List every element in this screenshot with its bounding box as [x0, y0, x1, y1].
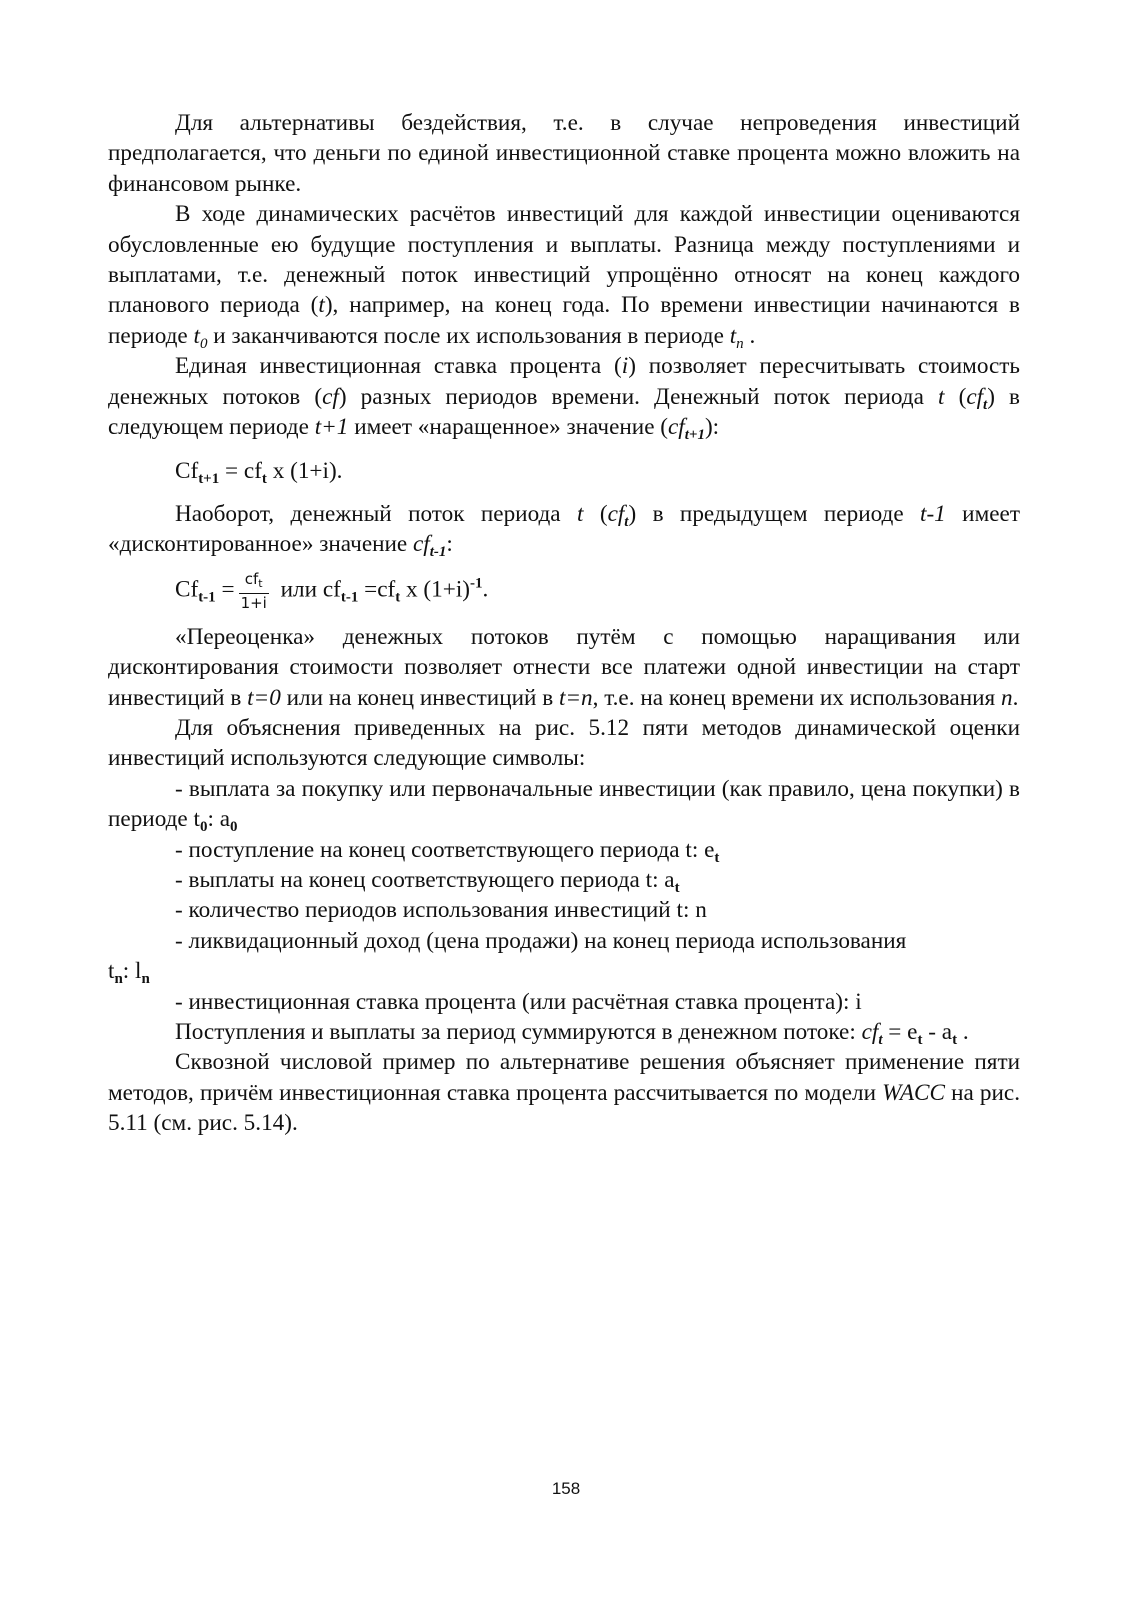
var-t0: t: [193, 322, 200, 349]
subscript: 0: [230, 819, 238, 836]
text-run: =cf: [358, 576, 396, 603]
subscript: t: [258, 576, 263, 590]
text-run: x (1+i).: [266, 458, 343, 485]
subscript: t+1: [684, 427, 705, 444]
symbol-item-receipts: [108, 835, 1020, 865]
symbol-item-payments: [108, 865, 1020, 895]
text-run: Поступления и выплаты за период суммируются в денежном потоке:: [175, 1018, 862, 1045]
subscript: t: [917, 1031, 923, 1048]
text-run: Наоборот, денежный поток периода: [175, 500, 577, 527]
var-t: t: [938, 383, 945, 410]
subscript: t-1: [340, 589, 359, 606]
subscript: t-1: [198, 589, 216, 606]
text-run: Сквозной числовой пример по альтернативе решения объясняет применение пяти методов, причём инвестиционная ставка процента рассчитывается по модели: [108, 1049, 1020, 1106]
text-run: ) в следующем периоде: [108, 383, 1021, 441]
text-run: «Переоценка» денежных потоков путём с помощью наращивания или дисконтирования стоимости позволяет отнести все платежи одной инвестиции на старт инвестиций в: [108, 623, 1020, 711]
subscript: t: [395, 589, 401, 606]
text-run: .: [1012, 684, 1019, 711]
text-run: (: [583, 500, 608, 527]
var-cft: cf: [966, 383, 984, 410]
text-run: =: [215, 576, 235, 603]
text-run: x (1+i): [400, 576, 470, 603]
symbol-item-periods: - количество периодов использования инвестиций t: n: [175, 897, 707, 924]
fraction-denominator: 1+i: [240, 593, 267, 612]
var-cftm1: cf: [413, 531, 430, 558]
var-t-minus-1: t-1: [920, 500, 946, 527]
text-run: ) разных периодов времени. Денежный поток периода: [338, 383, 939, 410]
subscript: n: [114, 971, 123, 988]
subscript: 0: [199, 819, 208, 836]
symbol-item-rate: - инвестиционная ставка процента (или расчётная ставка процента): i: [175, 988, 862, 1015]
var-t: t: [318, 292, 325, 319]
symbol-item-liquidation-cont: [108, 956, 1020, 986]
text-run: : l: [122, 958, 142, 985]
text-run: имеет «наращенное» значение (: [348, 414, 668, 441]
var-t-eq-0: t=0: [247, 684, 281, 711]
subscript: t+1: [198, 471, 220, 488]
subscript: 0: [199, 335, 208, 352]
text-run: - a: [922, 1018, 953, 1045]
text-run: или на конец инвестиций в: [280, 684, 559, 711]
text-run: (: [944, 383, 967, 410]
subscript: t: [261, 471, 267, 488]
var-cf: cf: [322, 383, 339, 410]
fraction-numerator: [239, 570, 269, 594]
text-run: - выплаты на конец соответствующего периода t: a: [175, 866, 675, 893]
page-number: 158: [551, 1479, 581, 1498]
page-body: [108, 108, 1020, 1139]
text-run: Cf: [175, 458, 199, 485]
paragraph-8: [108, 1047, 1020, 1138]
text-run: ):: [704, 414, 720, 441]
text-run: t: [108, 958, 115, 985]
var-cft: cf: [607, 500, 625, 527]
paragraph-7: [108, 1017, 1020, 1047]
text-run: имеет «дисконтированное» значение: [108, 500, 1020, 558]
text-run: = cf: [219, 458, 262, 485]
var-n: n: [1001, 684, 1013, 711]
text-run: cf: [244, 569, 259, 588]
var-t: t: [576, 500, 584, 527]
paragraph-6: Для объяснения приведенных на рис. 5.12 пяти методов динамической оценки инвестиций используются следующие символы:: [108, 714, 1020, 772]
text-run: В ходе динамических расчётов инвестиций для каждой инвестиции оцениваются обусловленные ею будущие поступления и выплаты. Разница между поступлениями и выплатами, т.е. денежный поток инвестиций упрощённо относят на конец каждого планового периода (: [108, 201, 1020, 319]
paragraph-5: [108, 622, 1020, 713]
text-run: ) позволяет пересчитывать стоимость денежных потоков (: [108, 353, 1021, 410]
text-run: на рис. 5.11 (см. рис. 5.14).: [108, 1079, 1021, 1137]
var-t-eq-n: t=n: [558, 684, 593, 711]
symbol-item-liquidation: [108, 926, 1020, 956]
var-cf: cf: [861, 1018, 879, 1045]
var-cft1: cf: [668, 414, 685, 441]
subscript: n: [141, 971, 150, 988]
subscript: t: [878, 1031, 883, 1048]
text-run: или cf: [274, 576, 341, 603]
superscript: -1: [469, 575, 483, 592]
text-run: , т.е. на конец времени их использования: [592, 684, 1001, 711]
fraction: [239, 570, 269, 612]
subscript: t: [714, 849, 720, 866]
var-tn: t: [729, 322, 737, 349]
var-i: i: [621, 353, 629, 380]
symbol-item-initial-investment: [108, 774, 1020, 835]
text-run: :: [446, 531, 453, 558]
subscript: t: [674, 879, 680, 896]
text-run: ), например, на конец года. По времени инвестиции начинаются в периоде: [108, 292, 1020, 349]
paragraph-2: [108, 199, 1020, 351]
text-run: .: [743, 322, 756, 349]
subscript: t-1: [429, 544, 447, 561]
paragraph-3: [108, 351, 1020, 442]
subscript: t: [952, 1031, 958, 1048]
subscript: t: [624, 513, 629, 530]
paragraph-1: Для альтернативы бездействия, т.е. в случае непроведения инвестиций предполагается, что деньги по единой инвестиционной ставке процента можно вложить на финансовом рынке.: [108, 110, 1020, 197]
text-run: = e: [882, 1018, 918, 1045]
text-run: - поступление на конец соответствующего периода t: e: [175, 836, 715, 863]
subscript: t: [983, 396, 988, 413]
formula-discounting: [175, 570, 1020, 612]
text-run: .: [957, 1018, 969, 1045]
formula-compounding: [175, 456, 1020, 486]
paragraph-4: [108, 499, 1020, 560]
var-t-plus-1: t+1: [314, 414, 349, 441]
text-run: и заканчиваются после их использования в периоде: [207, 322, 730, 349]
text-run: .: [482, 576, 489, 603]
text-run: : a: [207, 806, 230, 833]
term-wacc: WACC: [882, 1079, 945, 1106]
text-run: ) в предыдущем периоде: [628, 500, 921, 527]
text-run: Единая инвестиционная ставка процента (: [175, 353, 622, 380]
text-run: Cf: [175, 576, 199, 603]
subscript: n: [736, 335, 744, 352]
text-run: - ликвидационный доход (цена продажи) на конец периода использования: [175, 927, 907, 954]
text-run: - выплата за покупку или первоначальные инвестиции (как правило, цена покупки) в периоде t: [108, 775, 1020, 833]
